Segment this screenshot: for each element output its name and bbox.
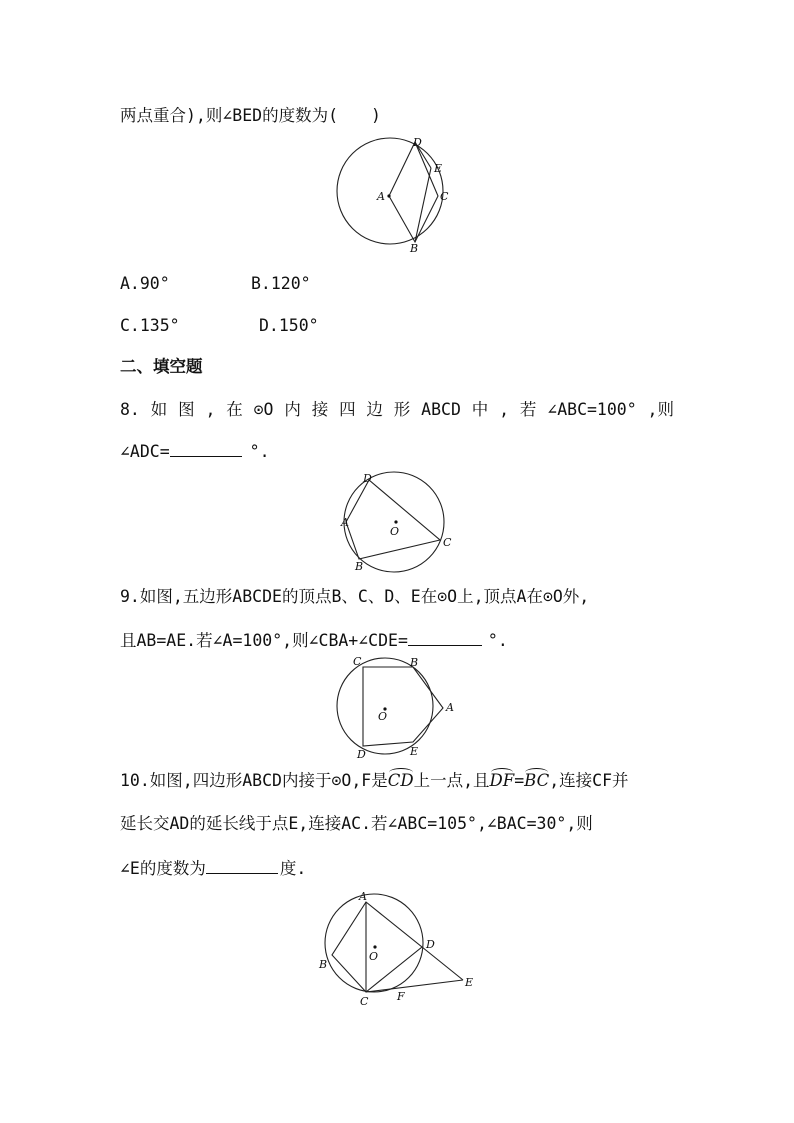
q10-arc-df: DF: [489, 771, 515, 790]
q7-option-a: A.90°: [120, 274, 170, 293]
q9-label-c: C: [353, 655, 362, 668]
q7-stem-end: 两点重合),则∠BED的度数为( ): [120, 106, 381, 125]
q7-label-a: A: [377, 190, 385, 203]
q7-figure: [330, 136, 460, 256]
q8-word: 在: [226, 400, 243, 419]
q7-label-d: D: [413, 136, 422, 149]
q8-word: 若: [519, 400, 537, 419]
q7-label-e: E: [434, 162, 443, 175]
q8-label-o: O: [390, 525, 400, 538]
q9-label-d: D: [357, 748, 366, 761]
q10-label-o: O: [369, 950, 379, 963]
q8-word: 形: [393, 400, 411, 419]
q10-label-e: E: [465, 976, 474, 989]
q10-stem-line2: 延长交AD的延长线于点E,连接AC.若∠ABC=105°,∠BAC=30°,则: [120, 814, 593, 833]
section-heading: 二、填空题: [120, 357, 203, 376]
q9-stem-line2: [120, 631, 508, 650]
q8-word: ,: [205, 400, 216, 419]
q10-answer-blank[interactable]: [206, 859, 278, 874]
q10-line3-prefix: ∠E的度数为: [120, 859, 206, 878]
q8-label-a: A: [341, 516, 349, 529]
q10-line1-b: 上一点,且: [413, 771, 490, 790]
q8-stem-line2: [120, 442, 270, 461]
q10-stem-line3: [120, 859, 306, 878]
q10-stem-line1: [120, 773, 629, 790]
q7-option-c: C.135°: [120, 316, 180, 335]
q8-word: 8.: [120, 400, 140, 419]
q9-line2-prefix: 且AB=AE.若∠A=100°,则∠CBA+∠CDE=: [120, 631, 408, 650]
q9-label-o: O: [378, 710, 388, 723]
q8-word: 内: [284, 400, 301, 419]
q8-word: ABCD: [421, 400, 461, 419]
q10-label-b: B: [319, 958, 328, 971]
q10-label-a: A: [359, 890, 367, 903]
q9-label-e: E: [410, 745, 419, 758]
q9-answer-blank[interactable]: [408, 631, 482, 646]
q10-line1-a: 10.如图,四边形ABCD内接于⊙O,F是: [120, 771, 388, 790]
q8-word: ,则: [647, 400, 674, 419]
q7-label-c: C: [440, 190, 449, 203]
q10-line1-eq: =: [514, 771, 525, 790]
q8-word: ⊙O: [253, 400, 274, 419]
q10-arc-bc: BC: [524, 771, 550, 790]
q8-label-d: D: [363, 472, 372, 485]
q8-line2-suffix: °.: [249, 442, 270, 461]
q7-label-b: B: [410, 242, 419, 255]
q9-line2-suffix: °.: [487, 631, 508, 650]
q10-label-c: C: [360, 995, 369, 1008]
q8-label-b: B: [355, 560, 364, 573]
q10-line1-c: ,连接CF并: [549, 771, 629, 790]
q8-figure: [338, 470, 460, 574]
q10-arc-cd: CD: [387, 771, 414, 790]
q8-word: 图: [178, 400, 195, 419]
q8-word: 如: [150, 400, 168, 419]
q8-word: 接: [311, 400, 329, 419]
q9-label-a: A: [446, 701, 454, 714]
q10-label-d: D: [426, 938, 435, 951]
q10-line3-suffix: 度.: [279, 859, 307, 878]
q8-answer-blank[interactable]: [170, 442, 242, 457]
q8-stem-line1: [120, 402, 674, 419]
q10-figure: [316, 889, 481, 1011]
q7-option-b: B.120°: [251, 274, 311, 293]
q9-label-b: B: [410, 656, 419, 669]
q7-option-d: D.150°: [259, 316, 319, 335]
q8-word: ∠ABC=100°: [547, 400, 637, 419]
q10-label-f: F: [397, 990, 405, 1003]
q8-label-c: C: [443, 536, 452, 549]
q8-word: 边: [366, 400, 383, 419]
q9-figure: [330, 654, 460, 764]
q8-word: ,: [499, 400, 510, 419]
q8-word: 四: [339, 400, 356, 419]
q9-stem-line1: 9.如图,五边形ABCDE的顶点B、C、D、E在⊙O上,顶点A在⊙O外,: [120, 587, 590, 606]
q8-line2-prefix: ∠ADC=: [120, 442, 170, 461]
q8-word: 中: [471, 400, 489, 419]
